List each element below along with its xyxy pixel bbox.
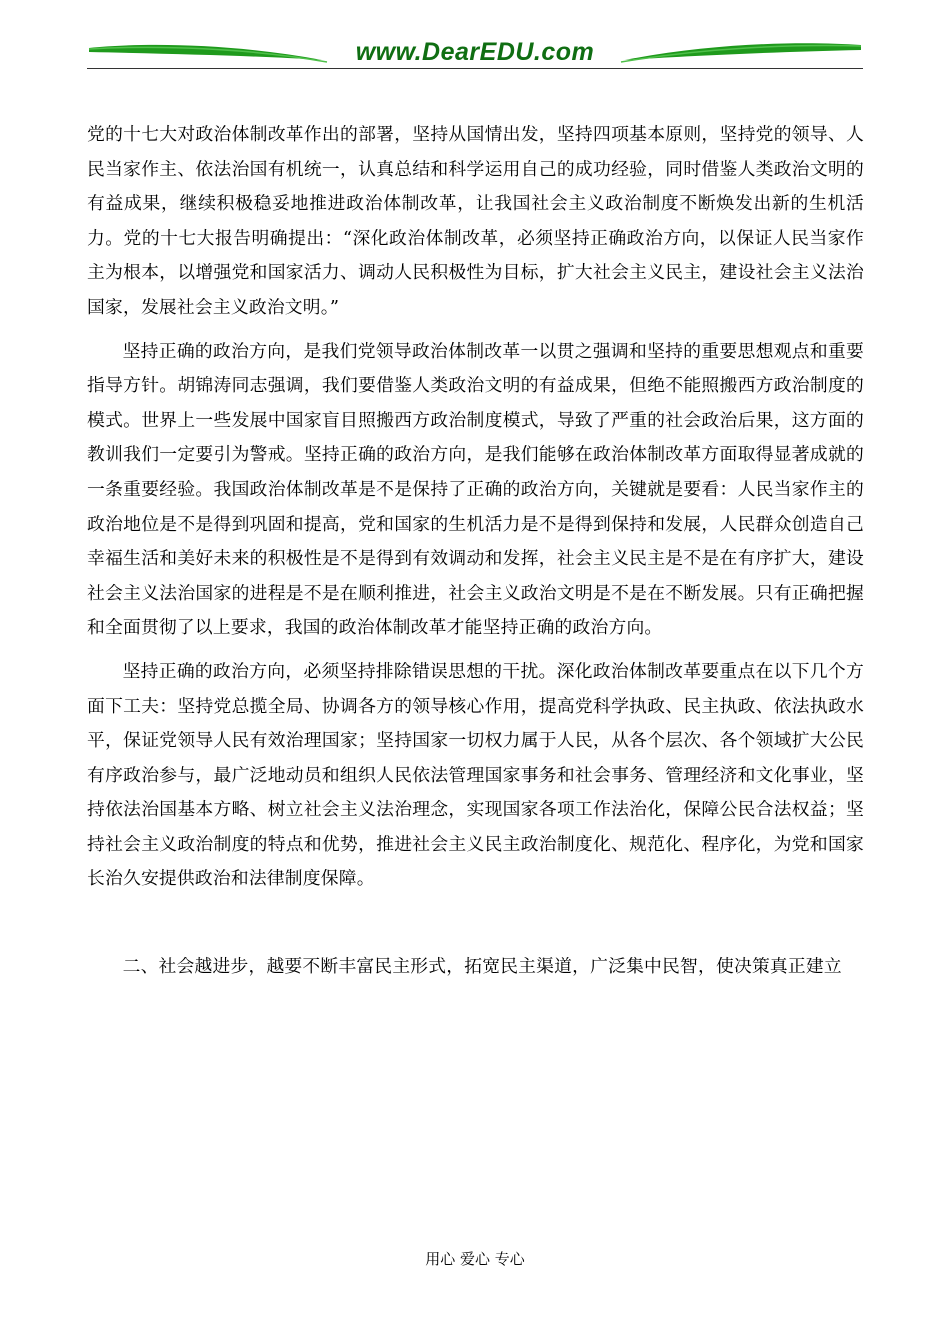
paragraph-3: 坚持正确的政治方向，必须坚持排除错误思想的干扰。深化政治体制改革要重点在以下几个方面下工夫：坚持党总揽全局、协调各方的领导核心作用，提高党科学执政、民主执政、依法执政水平，保证党领导人民有效治理国家；坚持国家一切权力属于人民，从各个层次、各个领域扩大公民有序政治参与，最广泛地动员和组织人民依法管理国家事务和社会事务、管理经济和文化事业，坚持依法治国基本方略、树立社会主义法治理念，实现国家各项工作法治化，保障公民合法权益；坚持社会主义政治制度的特点和优势，推进社会主义民主政治制度化、规范化、程序化，为党和国家长治久安提供政治和法律制度保障。 (87, 660, 864, 890)
page-footer: 用心 爱心 专心 (425, 1250, 525, 1268)
paragraph-2: 坚持正确的政治方向，是我们党领导政治体制改革一以贯之强调和坚持的重要思想观点和重要指导方针。胡锦涛同志强调，我们要借鉴人类政治文明的有益成果，但绝不能照搬西方政治制度的模式。世界上一些发展中国家盲目照搬西方政治制度模式，导致了严重的社会政治后果，这方面的教训我们一定要引为警戒。坚持正确的政治方向，是我们能够在政治体制改革方面取得显著成就的一条重要经验。我国政治体制改革是不是保持了正确的政治方向，关键就是要看：人民当家作主的政治地位是不是得到巩固和提高，党和国家的生机活力是不是得到保持和发展，人民群众创造自己幸福生活和美好未来的积极性是不是得到有效调动和发挥，社会主义民主是不是在有序扩大，建设社会主义法治国家的进程是不是在顺利推进，社会主义政治文明是不是在不断发展。只有正确把握和全面贯彻了以上要求，我国的政治体制改革才能坚持正确的政治方向。 (87, 340, 864, 639)
section-heading-paragraph: 二、社会越进步，越要不断丰富民主形式，拓宽民主渠道，广泛集中民智，使决策真正建立 (122, 956, 842, 978)
section-spacer (87, 897, 864, 950)
site-logo-text: www.DearEDU.com (355, 38, 595, 66)
paragraph-spacer (87, 326, 864, 335)
header-divider (87, 68, 863, 69)
paragraph-spacer (87, 646, 864, 655)
document-body (87, 118, 864, 985)
page-header (87, 36, 863, 76)
paragraph-1: 党的十七大对政治体制改革作出的部署，坚持从国情出发，坚持四项基本原则，坚持党的领导、人民当家作主、依法治国有机统一，认真总结和科学运用自己的成功经验，同时借鉴人类政治文明的有益成果，继续积极稳妥地推进政治体制改革，让我国社会主义政治制度不断焕发出新的生机活力。党的十七大报告明确提出：“深化政治体制改革，必须坚持正确政治方向，以保证人民当家作主为根本，以增强党和国家活力、调动人民积极性为目标，扩大社会主义民主，建设社会主义法治国家，发展社会主义政治文明。” (87, 124, 864, 318)
